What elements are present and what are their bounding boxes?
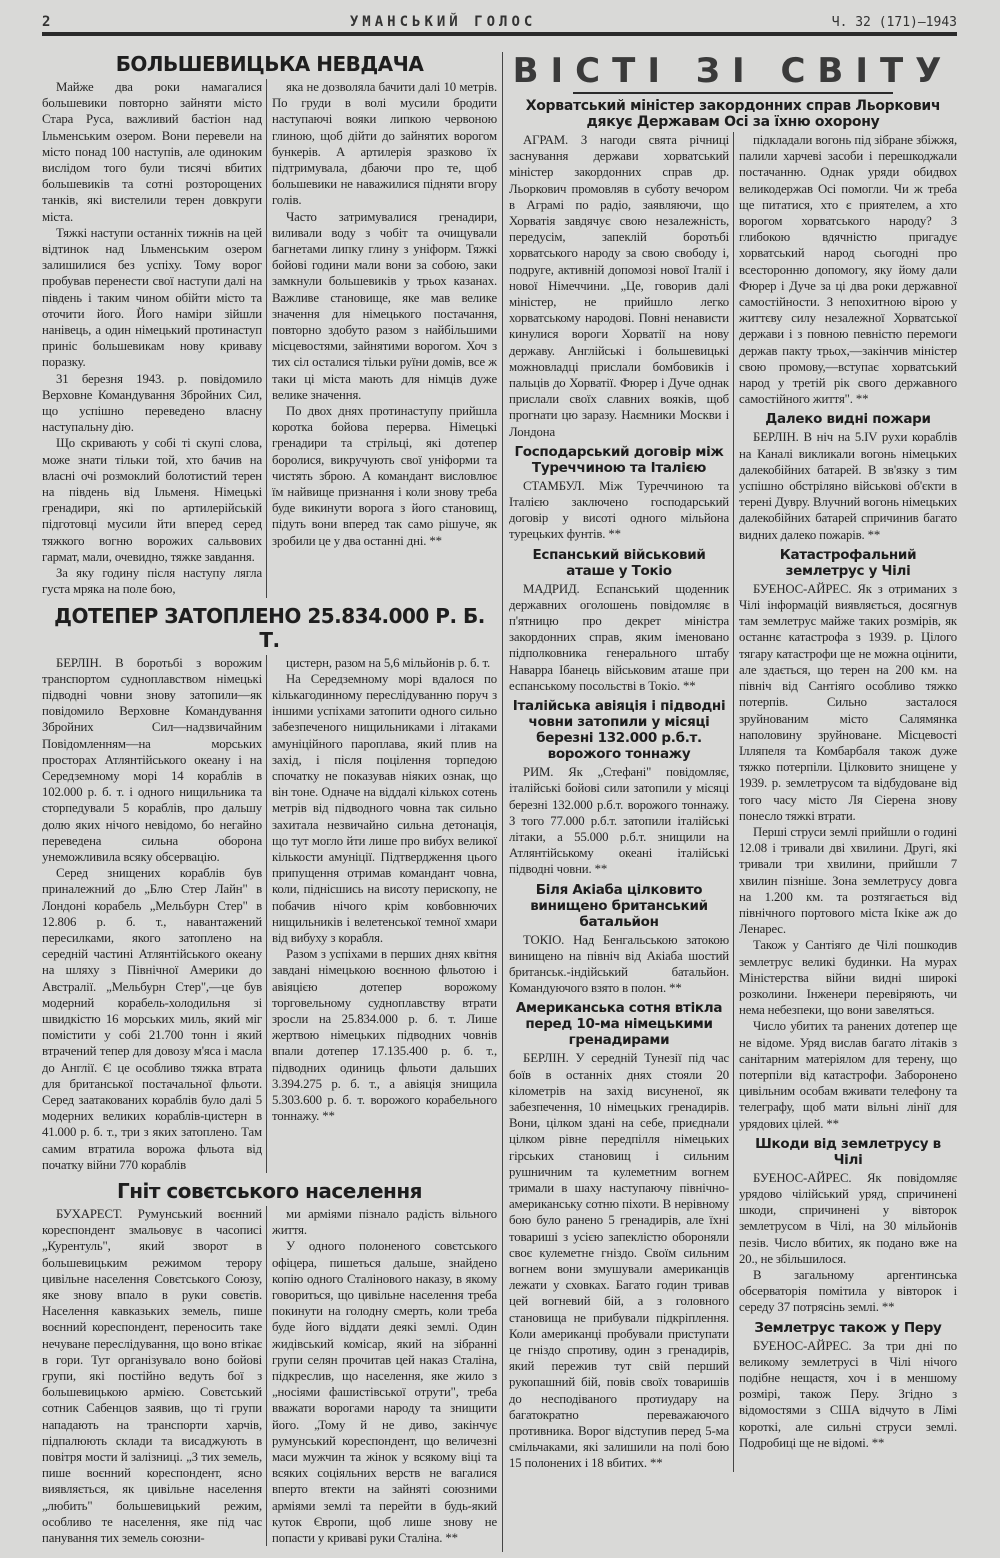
paragraph: БЕРЛІН. У середній Тунезії під час боїв в останніх днях стояли 20 кілометрів на захід висуненої, як забезпечення, 10 німецьких гренадирів. Вони, цілком здані на себе, приєднали цілком рівне передпілля німецьких гірських становищ і сильним рушничним та кулеметним вогнем тримали в шаху наступаючу північно-американську сотню піхоти. В нерівному бою було ранено 5 гренадирів, але їхні товариші з усією запеклістю обороняли своє кулеметне гніздо. Своїм сильним вогнем вони змушували американців лежати у сховках. Багато годин тривав цей вогневий бій, а з головного становища не прибували підкріплення. Коли американці пробували приступати це гніздо спротиву, один з гренадирів, який пережив тут свій перший рукопашний бій, повів своїх товаришів до несподіваного протиудару на багатократно переважаючого противника. Ворог відступив перед 5-ма смільчаками, які залишили на полі бою 15 полонених і 18 вбитих. ** xyxy=(509,1051,729,1471)
article-body xyxy=(739,429,957,542)
article-body xyxy=(509,932,729,997)
page-number: 2 xyxy=(42,14,55,30)
article-body xyxy=(739,1170,957,1316)
section-title-world-news: ВІСТІ ЗІ СВІТУ xyxy=(512,51,954,91)
article-column xyxy=(266,79,497,598)
paragraph: Також у Сантіяго де Чілі пошкодив землетрус великі будинки. На мурах Міністерства війни видні широкі розколини. Інженери перевіряють, чи нема небезпеки, що вони завеляться. xyxy=(739,938,957,1018)
paragraph: По двох днях протинаступу прийшла коротка бойова перерва. Німецькі гренадири та стрільці, які дотепер боролися, викручують свої уніформи та чистять зброю. А командант висловлює їм найвище признання і коли знову треба буде викинути ворога з його становищ, підуть вони вперед так само рішуче, як зробили це у два останні дні. ** xyxy=(272,404,497,548)
article-body xyxy=(739,581,957,1132)
paragraph: Що скривають у собі ті скупі слова, може знати тільки той, хто бачив на власні очі розмоклий болотистий терен на південь від Ільменя. Німецькі гренадири, які по артилерійській підготовці мусили йти вперед серед тяжкого вогню ворожих сальвових гармат, мали, очевидно, тяжке завдання. xyxy=(42,436,262,564)
left-half xyxy=(42,52,503,1552)
paragraph: БУЕНОС-АЙРЕС. За три дні по великому землетрусі в Чілі нічого подібне нещастя, хоч і в меншому розмірі, також Перу. Згідно з відомостями з США відчуто в Лімі короткі, але сильні струси землі. Подробиці ще не відомі. ** xyxy=(739,1338,957,1450)
paragraph: БУЕНОС-АЙРЕС. Як з отриманих з Чілі інформацій виявляється, досягнув там землетрус майже таких розмірів, як останнє катастрофа з 1939. р. Цілого тягару катастрофи ще не можна оцінити, але здається, що терен на 200 км. на північ від Сантіяго особливо тяжко потерпів. Сильно засталося зруйнованим місто Салямянка наполовину зруйноване. Місцевості Ілляпеля та Комбарбаля також дуже тяжко потерпіли. Цілковито знищене у 1939. р. землетрусом та відбудоване від того часу місто Ля Сіерена знову понесло тяжкі втрати. xyxy=(739,581,957,823)
headline-fires: Далеко видні пожари xyxy=(765,411,931,428)
article-column xyxy=(266,655,497,1174)
headline-croatia: Хорватський міністер закордонних справ Льоркович дякує Державам Осі за їхню охорону xyxy=(525,98,941,130)
paragraph: Часто затримувалися гренадири, виливали воду з чобіт та очищували багнетами липку глину з уніформ. Тяжкі бойові години мали вони за собою, заки замкнули большевиків у трьох казанах. Важливе становище, яке мав велике значення для німецького постачання, повторно здобуто разом з найбільшими місцевостями, зайнятими ворогом. Хоч з тих сіл осталися тільки руїни домів, все ж таки ці міста мають для німців дуже велике значення. xyxy=(272,209,497,402)
issue-number: Ч. 32 (171)—1943 xyxy=(831,15,957,30)
headline-tunisia: Американська сотня втікла перед 10-ма німецькими гренадирами xyxy=(515,1000,723,1049)
article-body xyxy=(509,1050,729,1471)
newspaper-title: УМАНСЬКИЙ ГОЛОС xyxy=(349,14,537,30)
paragraph: ТОКІО. Над Бенгальською затокою винищено на північ від Акіаба шостий британськ.-індійський батальйон. Командуючого взято в полон. ** xyxy=(509,932,729,996)
paragraph: яка не дозволяла бачити далі 10 метрів. По груди в волі мусили бродити наступаючі вояки липкою червоною глиною, щоб дійти до зайнятих ворогом бункерів. А артилерія зразково їх підтримувала, дбаючи про те, щоб большевики не наважилися підняти вгору голів. xyxy=(272,80,497,208)
paragraph: МАДРИД. Еспанський щоденник державних оголошень повідомляє в п'ятницю про декрет міністра закордонних справ, яким іменовано підполковника генерального штабу Наварра Ібанець військовим аташе при еспанському посольстві в Токіо. ** xyxy=(509,581,729,693)
paragraph: Тяжкі наступи останніх тижнів на цей відтинок над Ільменським озером залишилися без успіху. Тому ворог пробував перенести свої наступи далі на південь і таким чином обійти місто та оточити його. Його наміри зійшли нанівець, а один німецький протинаступ приніс большевикам нову криваву поразку. xyxy=(42,225,262,370)
article-soviet-oppression xyxy=(42,1179,497,1546)
article-sunk-tonnage xyxy=(42,604,497,1174)
paragraph: БУХАРЕСТ. Румунський воєнний кореспондент змальовує в часописі „Курентуль", який зворот в большевицьким режимом терору цивільне населення Совєтського Союзу, яке знову впало в руки совєтів. Населення кавказьких земель, пише воєнний кореспондент, переносить таке нечуване переслідування, що воно втікає в гори. Тут організувало воно бойові групи, які постійно ведуть бої з большевицькою армією. Совєтський сотник Сабенцов заявив, що ті групи нападають на транспорти харчів, підпалюють склади та висаджують в повітря мости й залізниці. „З тих земель, пише воєнний кореспондент, ясно виявляється, як цивільне населення „любить" большевицький режим, особливо те населення, яке під час панування тих земель союзни- xyxy=(42,1207,262,1546)
paragraph: СТАМБУЛ. Між Туреччиною та Італією заключено господарський договір у висоті одного мільйона турецьких фунтів. ** xyxy=(509,478,729,542)
article-bolshevik-failure xyxy=(42,52,497,598)
paragraph: Разом з успіхами в перших днях квітня завдані німецькою воєнною фльотою і авіяцією дотепер ворожому торговельному судноплавству втрати зросли на 25.834.000 р. б. т. Лише жертвою німецьких підводних човнів впали дотепер 17.135.400 р. б. т., підводних одиниць фльоти дальших 3.394.275 р. б. т., а авіяція знищила 5.303.600 р. б. т. ворожого корабельного тоннажу. ** xyxy=(272,947,497,1124)
article-body xyxy=(739,1338,957,1451)
paragraph: На Середземному морі вдалося по кількагодинному переслідуванню поруч з іншими успіхами затопити одного сильно забезпеченого нищильниками і літаками амуніційного пароплава, який плив на захід, і після поцілення торпедою спочатку не показував ніяких ознак, що він тоне. Одначе на віддалі кількох сотень метрів від підводного човна так сильно захитала незвичайно сильна детонація, що тут могло йти лише про вибух великої кількости амуніції. Підтвердження цього припущення отримав командант човна, коли, піднісшись на висоту перископу, не побачив нічого крім ковбовнючих нищильників і велетенської темної хмари від вибуху з корабля. xyxy=(272,671,497,945)
paragraph: 31 березня 1943. р. повідомило Верховне Командування Збройних Сил, що успішно переведено власну наступальну дію. xyxy=(42,371,262,435)
headline-turkey-italy: Господарський договір між Туреччиною та Італією xyxy=(514,443,724,476)
header-rule xyxy=(42,32,957,36)
paragraph: Перші струси землі прийшли о годині 12.08 і тривали дві хвилини. Другі, які тривали три хвилини, прийшли 7 хвилин пізніше. Зона землетрусу довга на 1.200 км. та розтягається від північного портового міста Ікіке аж до Ленарес. xyxy=(739,824,957,937)
headline-soviet-oppression: Гніт совєтського населення xyxy=(116,1179,423,1203)
article-column xyxy=(42,1206,266,1546)
paragraph: За яку годину після наступу лягла густа мряка на поле бою, xyxy=(42,566,262,597)
paragraph: У одного полоненого совєтського офіцера, пишеться дальше, знайдено копію одного Сталінового наказу, в якому говориться, що цивільне населення треба покинути на голодну смерть, коли треба буде його віддати деякі землі. Один жидівський комісар, який на зібранні групи селян прочитав цей наказ Сталіна, підкреслив, що населення, яке жило з „носіями фашистівської отрути", треба вважати ворогами народу та знищити його. „Тому й не диво, закінчує румунський кореспондент, що величезні маси мужчин та жінок у всякому віці та всяких соціяльних верств не вагалися вперто втекти на зайняті союзними арміями землі та перейти в будь-який куток Європи, щоб лише знову не попасти у криваві руки Сталіна. ** xyxy=(272,1239,497,1546)
article-column xyxy=(42,79,266,598)
headline-bolshevik-failure: БОЛЬШЕВИЦЬКА НЕВДАЧА xyxy=(115,52,424,76)
paragraph: АГРАМ. З нагоди свята річниці заснування держави хорватський міністер закордонних справ др. Льоркович промовляв в суботу вечором в Аграмі по радіо, заявляючи, що Хорватія завдячує свою незалежність, передусім, запеклій боротьбі хорватського народу за свою свободу і, подруге, активній допомозі нової Італії і нової Німеччини. „Це, говорив далі міністер, не прийшло легко хорватському народові. Повні ненависти кинулися вороги Хорватії на нову державу. Англійські і большевицькі можновладці прислали бомбовиків і пальців до Хорватії. Фюрер і Дуче однак прислали своїх славних вояків, щоб прогнати цю заразу. Наємники Москви і Лондона xyxy=(509,133,729,439)
paragraph: ми арміями пізнало радість вільного життя. xyxy=(272,1207,497,1238)
article-body xyxy=(509,478,729,543)
paragraph: Число убитих та ранених дотепер ще не відоме. Уряд вислав багато літаків з санітарним матеріялом для терену, що потерпіли від катастрофи. Заборонено цивільним особам вживати телефону та телеграфу, щоб мати вільні лінії для урядових цілей. ** xyxy=(739,1019,957,1131)
headline-akyab: Біля Акіаба цілковито винищено британський батальйон xyxy=(530,881,708,930)
right-half-world-news xyxy=(503,52,957,1552)
paragraph: підкладали вогонь під зібране збіжжя, палили харчеві засоби і перешкоджали постачанню. Однак уряди обидвох великодержав Осі помогли. Чи ж треба ще питатися, хто є приятелем, а хто ворогом хорватського народу? З глибокою вдячністю пригадує хорватський народ сьогодні про всесторонню допомогу, яку йому дали Фюрер і Дуче за ці два роки державної самостійности. З непохитною вірою у життєву силу незалежної Хорватської держави і з повною певністю перемоги держав пакту трьох,—закінчив міністер свою промову,—вступає хорватський народ у третій рік свого державного самостійного життя". ** xyxy=(739,133,957,407)
headline-spain-attache: Еспанський військовий аташе у Токіо xyxy=(532,546,706,579)
article-column xyxy=(739,132,957,407)
paragraph: РИМ. Як „Стефані" повідомляє, італійські бойові сили затопили у місяці березні 132.000 р.б.т. ворожого тоннажу. З того 77.000 р.б.т. затопили італійські літаки, а 55.000 р.б.т. знищили на Атлянтійському океані італійські підводні човни. ** xyxy=(509,765,729,877)
article-body xyxy=(509,581,729,694)
article-column xyxy=(266,1206,497,1546)
headline-sunk-tonnage: ДОТЕПЕР ЗАТОПЛЕНО 25.834.000 Р. Б. Т. xyxy=(54,603,485,652)
article-body xyxy=(509,764,729,877)
paragraph: БЕРЛІН. В боротьбі з ворожим транспортом судноплавством німецькі підводні човни знову затопили—як повідомило Верховне Командування Збройних Сил—надзвичайним Повідомленням—на морських просторах Атлянтійського океану і на Середземному морі 14 кораблів в 102.000 р. б. т. і одного нищильника та сторпедували 5 кораблів, про дальшу долю яких нічого невідомо, бо негайно переведена сильна оборона унеможливила всяку обсервацію. xyxy=(42,655,262,864)
article-column xyxy=(42,655,266,1174)
headline-chile-earthquake: Катастрофальний землетрус у Чілі xyxy=(779,546,917,579)
news-column-right xyxy=(733,132,957,1472)
paragraph: Серед знищених кораблів був приналежний до „Блю Стер Лайн" в Лондоні корабель „Мельбурн Стер" в 12.806 р. б. т., навантажений пересилками, якого затоплено на середній частині Атлянтійського океану на шляху з Північної Америки до Австралії. „Мельбурн Стер",—це був модерний корабель-холодильня зі швидкістю 16 морських миль, який міг помістити у собі 21.700 тонн і який втрачений тепер для довозу м'яса і масла до Англії. Є це особливо тяжка втрата для британської постачальної фльоти. Серед заатакованих кораблів було далі 5 модерних великих кораблів-цистерн в 41.000 р. б. т., три з яких затоплено. Там самим втратила ворожа фльота від початку війни 770 кораблів xyxy=(42,866,262,1172)
paragraph: цистерн, разом на 5,6 мільйонів р. б. т. xyxy=(286,655,491,670)
headline-peru-earthquake: Землетрус також у Перу xyxy=(754,1319,942,1336)
article-column xyxy=(509,132,729,440)
paragraph: Майже два роки намагалися большевики повторно зайняти місто Стара Руса, важливий бастіон над Ільменським озером. Вони перевели на місто понад 100 наступів, але одиноким вислідом того були тисячі вбитих большевиків та сотні розторощених танків, які вистелили терен довкруги міста. xyxy=(42,80,262,224)
headline-italy-aviation: Італійська авіяція і підводні човни затопили у місяці березні 132.000 р.б.т. ворожого тоннажу xyxy=(512,698,726,763)
paragraph: БУЕНОС-АЙРЕС. Як повідомляє урядово чілійський уряд, спричинені шкоди, спричинені у вівторок землетрусом в Чілі, на 30 мільйонів пезів. Число вбитих, як подано вже на 20., не збільшилося. xyxy=(739,1170,957,1266)
section-title-underline xyxy=(573,92,893,94)
headline-chile-damage: Шкоди від землетрусу в Чілі xyxy=(755,1135,941,1168)
page-header xyxy=(42,10,957,30)
paragraph: В загальному аргентинська обсерваторія помітила у вівторок і середу 37 потрясінь землі. ** xyxy=(739,1268,957,1315)
news-column-left xyxy=(509,132,733,1472)
paragraph: БЕРЛІН. В ніч на 5.IV рухи кораблів на Каналі викликали вогонь німецьких далекобійних батарей. В зв'язку з тим успішно обстріляно військові об'єкти в терені Дувру. Влучний вогонь німецьких далекобійних батарей спричинив багато видних далеко пожарів. ** xyxy=(739,430,957,542)
